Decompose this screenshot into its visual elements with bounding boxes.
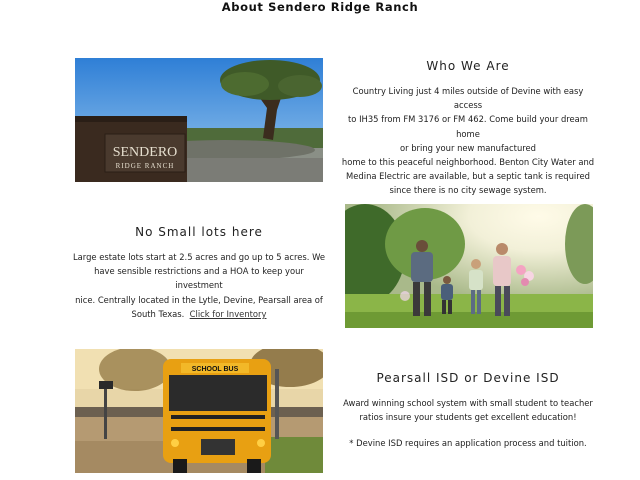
inventory-link[interactable]: Click for Inventory	[189, 308, 267, 319]
ranch-sign-name: SENDERO	[112, 145, 178, 160]
school-bus-photo	[75, 349, 323, 473]
section-who-we-are	[340, 58, 596, 198]
body-line: since there is no city sewage system.	[389, 185, 547, 196]
section-heading: Pearsall ISD or Devine ISD	[376, 371, 560, 385]
section-body	[340, 84, 596, 198]
body-line: Award winning school system with small student to teacher	[343, 398, 593, 408]
section-heading: Who We Are	[426, 59, 510, 73]
body-line: Medina Electric are available, but a septic tank is required	[346, 171, 590, 182]
body-line: home to this peaceful neighborhood. Benton City Water and	[341, 157, 595, 168]
section-body	[340, 396, 596, 451]
body-line: ratios insure your students get excellent education!	[359, 412, 577, 423]
bus-label: SCHOOL BUS	[191, 366, 239, 373]
body-line-text: South Texas.	[131, 308, 185, 319]
page-title: About Sendero Ridge Ranch	[221, 0, 419, 14]
section-note: * Devine ISD requires an application process and tuition.	[349, 438, 587, 449]
body-line	[72, 307, 326, 321]
section-body	[72, 250, 326, 321]
body-line: have sensible restrictions and a HOA to keep your investment	[94, 266, 304, 291]
section-lots	[72, 224, 326, 321]
body-line: Large estate lots start at 2.5 acres and go up to 5 acres. We	[72, 252, 326, 262]
ranch-sign-subtitle: RIDGE RANCH	[115, 162, 175, 170]
body-line: or bring your new manufactured	[400, 142, 536, 153]
section-school	[340, 370, 596, 451]
body-line: Country Living just 4 miles outside of Devine with easy access	[352, 86, 584, 111]
section-heading: No Small lots here	[135, 225, 263, 239]
body-line: to IH35 from FM 3176 or FM 462. Come build your dream home	[348, 114, 588, 139]
family-walking-photo	[345, 204, 593, 328]
ranch-entrance-photo	[75, 58, 323, 182]
body-line: nice. Centrally located in the Lytle, Devine, Pearsall area of	[75, 294, 323, 305]
